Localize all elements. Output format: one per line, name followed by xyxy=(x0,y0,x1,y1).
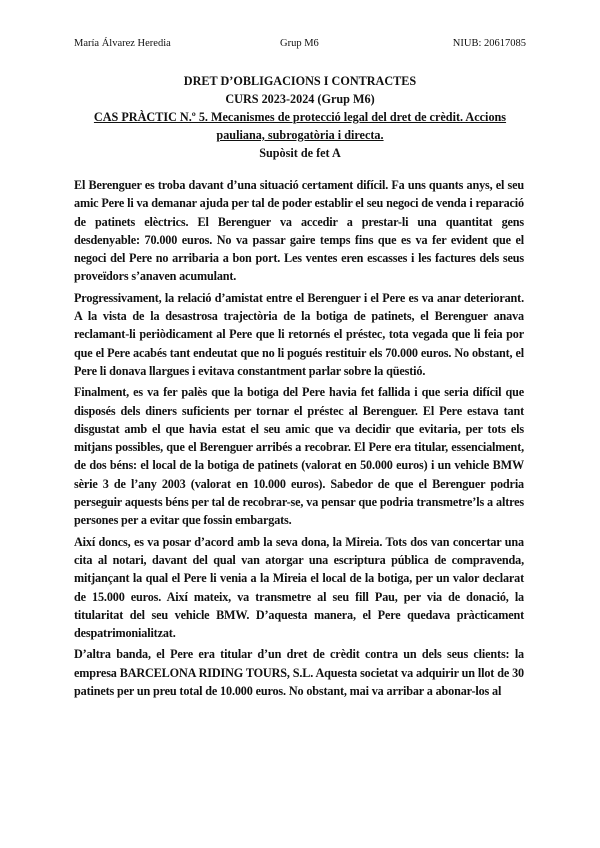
paragraph: D’altra banda, el Pere era titular d’un dret de crèdit contra un dels seus clients: la empresa BARCELONA RIDING TOURS, S.L. Aquesta societat va adquirir un llot de 30 patinets per un preu total de 10.000 euros. No obstant, mai va arribar a abonar-los al xyxy=(74,647,524,699)
paragraph: El Berenguer es troba davant d’una situació certament difícil. Fa uns quants anys, el seu amic Pere li va demanar ajuda per tal de poder establir el seu negoci de venda i reparació de patinets elèctrics. El Berenguer va accedir a prestar-li una quantitat gens desdenyable: 70.000 euros. No va passar gaire temps fins que es va fer evident que el negoci del Pere no arribaria a bon port. Les ventes eren escasses i les factures dels seus proveïdors s’anaven acumulant. xyxy=(74,178,524,284)
paragraph: Així doncs, es va posar d’acord amb la seva dona, la Mireia. Tots dos van concertar una cita al notari, davant del qual van atorgar una escriptura pública de compravenda, mitjançant la qual el Pere li venia a la Mireia el local de la botiga, per un valor declarat de 15.000 euros. Així mateix, va transmetre al seu fill Pau, per via de donació, la titularitat del seu vehicle BMW. D’aquesta manera, el Pere quedava pràcticament despatrimonialitzat. xyxy=(74,534,524,641)
group-label: Grup M6 xyxy=(280,38,319,49)
niub-label: NIUB: 20617085 xyxy=(452,38,526,49)
page-header xyxy=(74,38,526,52)
paragraph: Finalment, es va fer palès que la botiga del Pere havia fet fallida i que seria difícil que disposés dels diners suficients per tornar el préstec al Berenguer. El Pere estava tant disgustat amb el que havia estat el seu amic que va decidir que evitaria, per tots els mitjans possibles, que el Berenguer arribés a recobrar. El Pere era titular, essencialment, de dos béns: el local de la botiga de patinets (valorat en 50.000 euros) i un vehicle BMW sèrie 3 de l’any 2003 (valorat en 10.000 euros). Sabedor de que el Berenguer podria perseguir aquests béns per tal de recobrar-se, va pensar que podria transmetre’ls a altres persones per a evitar que fossin embargats. xyxy=(74,385,524,528)
title-block xyxy=(74,72,526,162)
paragraph: Progressivament, la relació d’amistat entre el Berenguer i el Pere es va anar deteriorant. A la vista de la desastrosa trajectòria de la botiga de patinets, el Berenguer anava reclamant-li periòdicament al Pere que li retornés el préstec, tota vegada que li feia por que el Pere acabés tant endeutat que no li pogués restituir els 70.000 euros. No obstant, el Pere li donava llargues i evitava constantment parlar sobre la qüestió. xyxy=(74,290,524,378)
author-name: María Álvarez Heredia xyxy=(74,38,171,49)
case-title: CAS PRÀCTIC N.º 5. Mecanismes de protecció legal del dret de crèdit. Accions pauliana, subrogatòria i directa. xyxy=(93,110,507,142)
section-title: Supòsit de fet A xyxy=(259,146,341,160)
case-body xyxy=(74,176,524,703)
course-title: CURS 2023-2024 (Grup M6) xyxy=(225,92,375,106)
document-title: DRET D’OBLIGACIONS I CONTRACTES xyxy=(183,74,417,88)
